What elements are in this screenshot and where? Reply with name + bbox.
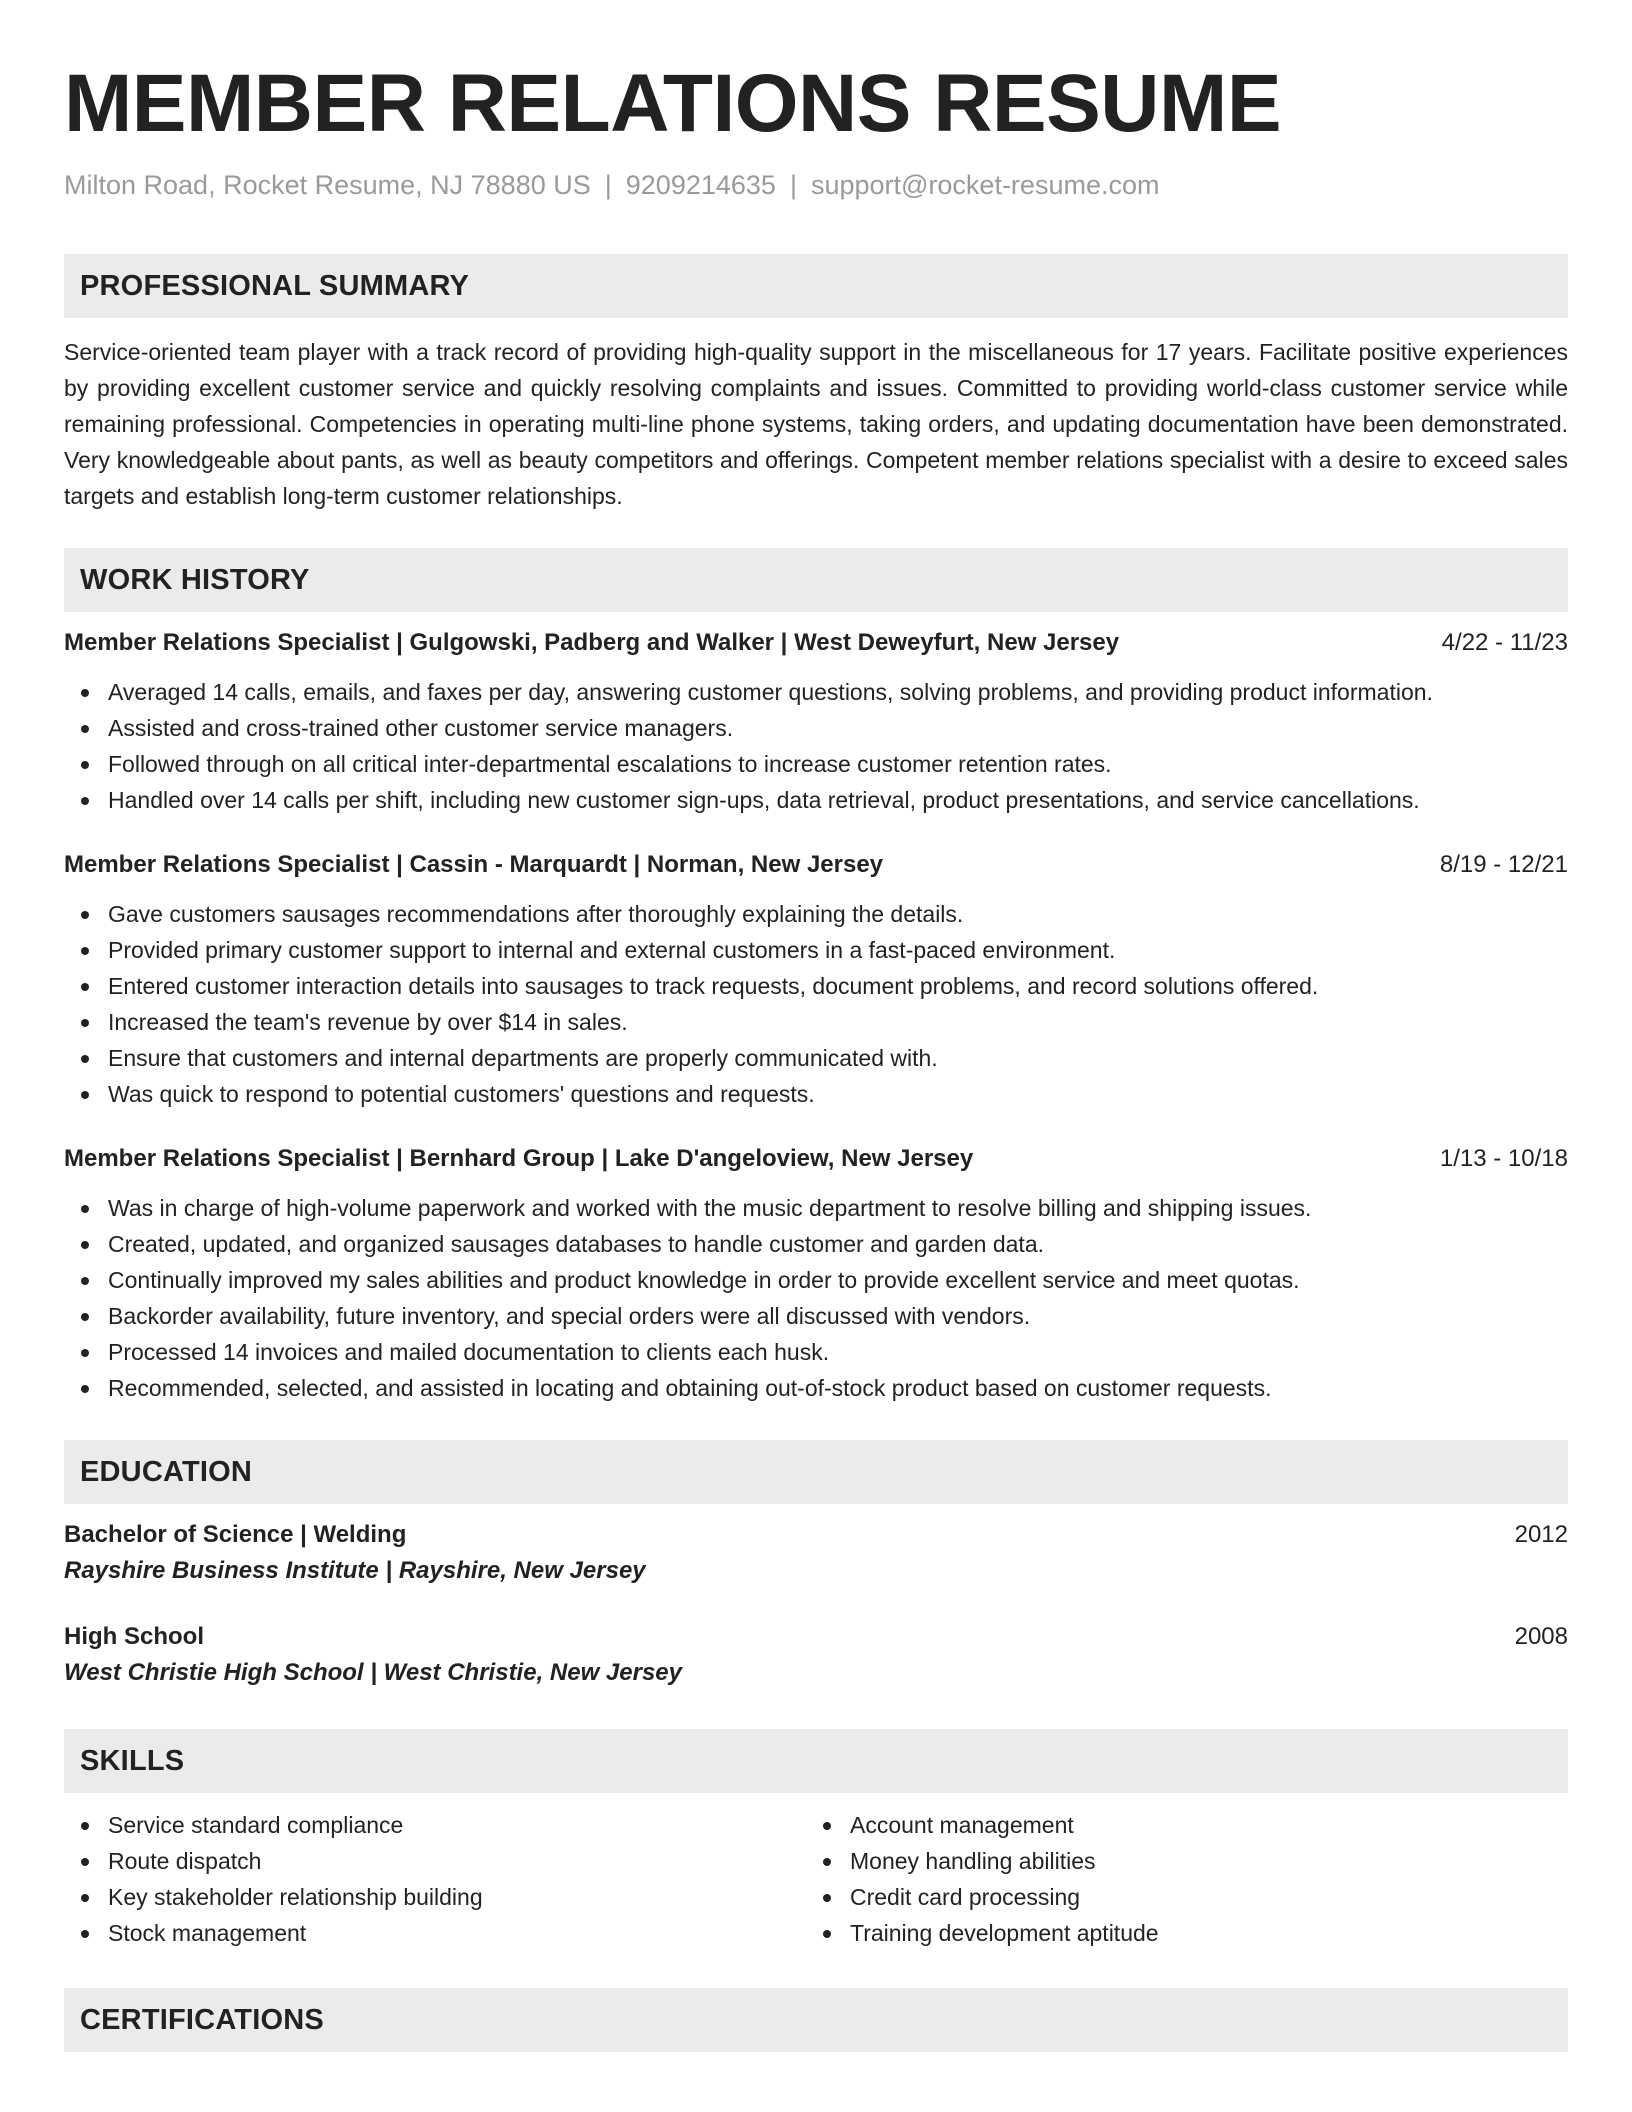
contact-address: Milton Road, Rocket Resume, NJ 78880 US <box>64 170 591 200</box>
section-heading-work-history: WORK HISTORY <box>64 548 1568 612</box>
job-bullet: Processed 14 invoices and mailed documentation to clients each husk. <box>64 1334 1568 1370</box>
job-bullets <box>64 674 1568 818</box>
education-school: West Christie High School | West Christie, New Jersey <box>64 1659 682 1686</box>
contact-phone: 9209214635 <box>625 170 776 200</box>
skill-item: Route dispatch <box>64 1843 806 1879</box>
job-bullet: Created, updated, and organized sausages databases to handle customer and garden data. <box>64 1226 1568 1262</box>
contact-line <box>64 168 1568 202</box>
education-degree: High School <box>64 1623 204 1650</box>
job-bullet: Increased the team's revenue by over $14 in sales. <box>64 1004 1568 1040</box>
education-degree: Bachelor of Science | Welding <box>64 1521 407 1548</box>
skill-item: Money handling abilities <box>806 1843 1548 1879</box>
education-year: 2012 <box>1514 1521 1568 1548</box>
education-entry <box>64 1620 1568 1692</box>
job-bullet: Entered customer interaction details into sausages to track requests, document problems, and record solutions offered. <box>64 968 1568 1004</box>
education-school: Rayshire Business Institute | Rayshire, New Jersey <box>64 1557 646 1584</box>
job-bullet: Averaged 14 calls, emails, and faxes per day, answering customer questions, solving problems, and providing product information. <box>64 674 1568 710</box>
job-bullet: Gave customers sausages recommendations after thoroughly explaining the details. <box>64 896 1568 932</box>
contact-separator: | <box>604 170 612 200</box>
section-heading-skills: SKILLS <box>64 1729 1568 1793</box>
job-bullet: Assisted and cross-trained other customer service managers. <box>64 710 1568 746</box>
job-bullet: Was in charge of high-volume paperwork and worked with the music department to resolve billing and shipping issues. <box>64 1190 1568 1226</box>
skills-list <box>64 1807 1568 1951</box>
job-bullets <box>64 896 1568 1112</box>
job-title: Member Relations Specialist | Bernhard Group | Lake D'angeloview, New Jersey <box>64 1145 974 1172</box>
contact-separator: | <box>789 170 797 200</box>
job-bullet: Ensure that customers and internal departments are properly communicated with. <box>64 1040 1568 1076</box>
job-entry <box>64 1142 1568 1406</box>
skill-item: Key stakeholder relationship building <box>64 1879 806 1915</box>
job-dates: 1/13 - 10/18 <box>1439 1145 1568 1172</box>
job-bullet: Was quick to respond to potential customers' questions and requests. <box>64 1076 1568 1112</box>
job-dates: 8/19 - 12/21 <box>1439 851 1568 878</box>
education-entry <box>64 1518 1568 1590</box>
job-title: Member Relations Specialist | Cassin - Marquardt | Norman, New Jersey <box>64 851 884 878</box>
job-bullet: Continually improved my sales abilities and product knowledge in order to provide excellent service and meet quotas. <box>64 1262 1568 1298</box>
resume-title: MEMBER RELATIONS RESUME <box>64 58 1282 149</box>
skill-item: Credit card processing <box>806 1879 1548 1915</box>
skill-item: Account management <box>806 1807 1548 1843</box>
job-bullet: Handled over 14 calls per shift, including new customer sign-ups, data retrieval, product presentations, and service cancellations. <box>64 782 1568 818</box>
section-heading-education: EDUCATION <box>64 1440 1568 1504</box>
skills-column-left <box>64 1807 806 1951</box>
job-title: Member Relations Specialist | Gulgowski, Padberg and Walker | West Deweyfurt, New Jersey <box>64 629 1120 656</box>
skill-item: Training development aptitude <box>806 1915 1548 1951</box>
job-bullet: Backorder availability, future inventory, and special orders were all discussed with vendors. <box>64 1298 1568 1334</box>
job-bullet: Followed through on all critical inter-departmental escalations to increase customer retention rates. <box>64 746 1568 782</box>
summary-text: Service-oriented team player with a track record of providing high-quality support in the miscellaneous for 17 years. Facilitate positive experiences by providing excellent customer service and quickly resolving complaints and issues. Committed to providing world-class customer service while remaining professional. Competencies in operating multi-line phone systems, taking orders, and updating documentation have been demonstrated. Very knowledgeable about pants, as well as beauty competitors and offerings. Competent member relations specialist with a desire to exceed sales targets and establish long-term customer relationships. <box>64 339 1568 509</box>
skill-item: Stock management <box>64 1915 806 1951</box>
skill-item: Service standard compliance <box>64 1807 806 1843</box>
skills-column-right <box>806 1807 1548 1951</box>
resume-page <box>64 0 1568 2052</box>
job-entry <box>64 848 1568 1112</box>
job-bullet: Provided primary customer support to internal and external customers in a fast-paced environment. <box>64 932 1568 968</box>
section-heading-certifications: CERTIFICATIONS <box>64 1988 1568 2052</box>
section-heading-summary: PROFESSIONAL SUMMARY <box>64 254 1568 318</box>
job-entry <box>64 626 1568 818</box>
job-bullet: Recommended, selected, and assisted in locating and obtaining out-of-stock product based on customer requests. <box>64 1370 1568 1406</box>
education-year: 2008 <box>1514 1623 1568 1650</box>
contact-email: support@rocket-resume.com <box>810 170 1160 200</box>
job-bullets <box>64 1190 1568 1406</box>
job-dates: 4/22 - 11/23 <box>1441 629 1568 656</box>
